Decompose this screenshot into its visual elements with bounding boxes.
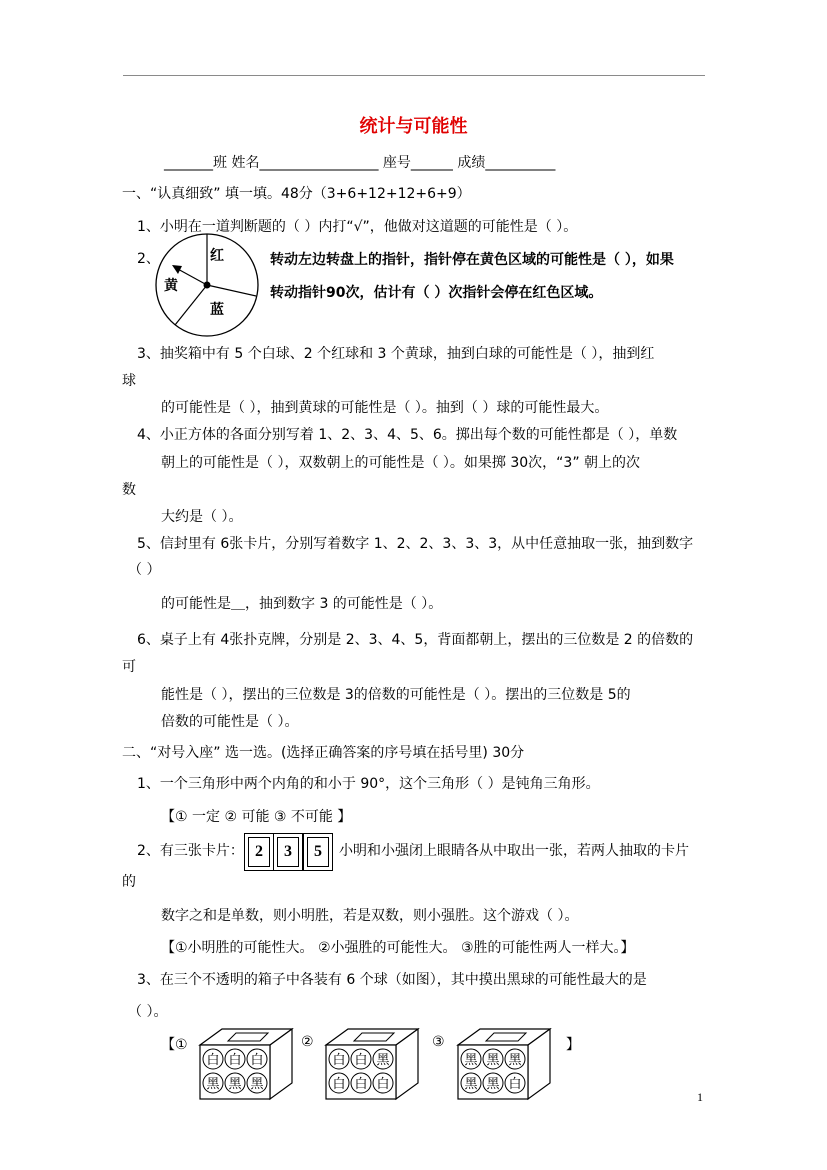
q1-5-line2: （ ） [128,562,161,578]
q2-3-line1: 3、在三个不透明的箱子中各装有 6 个球（如图），其中摸出黑球的可能性最大的是 [137,972,647,988]
box-1-ball-label: 白 [206,1053,220,1068]
q1-4-line3: 数 [122,482,136,498]
q1-6-line1: 6、桌子上有 4张扑克牌，分别是 2、3、4、5，背面都朝上，摆出的三位数是 2 的倍数的 [137,632,694,648]
number-card-2: 2 [248,837,270,867]
box-3-ball-label: 黑 [464,1053,478,1068]
q2-3-mark-3: ③ [432,1034,445,1050]
q1-5-line3: 的可能性是＿，抽到数字 3 的可能性是（ ）。 [161,596,443,612]
q2-2-options: 【①小明胜的可能性大。 ②小强胜的可能性大。 ③胜的可能性两人一样大。】 [161,940,635,956]
number-card-3: 3 [277,837,299,867]
q2-3-close-bracket: 】 [566,1037,580,1053]
q2-2-prefix: 2、有三张卡片： [137,843,244,859]
q2-1-line1: 1、一个三角形中两个内角的和小于 90°，这个三角形（ ）是钝角三角形。 [137,776,600,792]
q1-2-line1: 转动左边转盘上的指针，指针停在黄色区域的可能性是（ ），如果 [270,252,674,268]
q2-3-line2: （ ）。 [128,1004,168,1020]
spinner-label-yellow: 黄 [164,278,178,294]
q1-2-number: 2、 [137,251,160,267]
spinner-label-blue: 蓝 [210,302,224,318]
box-3-ball-label: 黑 [486,1053,500,1068]
q1-6-line3: 能性是（ ），摆出的三位数是 3的倍数的可能性是（ ）。摆出的三位数是 5的 [161,687,631,703]
q1-1: 1、小明在一道判断题的（ ）内打“√”，他做对这道题的可能性是（ ）。 [137,219,578,235]
spinner-pointer [176,268,207,285]
q2-3-mark-2: ② [301,1034,314,1050]
box-3-ball-label: 黑 [486,1077,500,1092]
q1-6-line4: 倍数的可能性是（ ）。 [161,714,299,730]
box-2-ball-label: 白 [332,1077,346,1092]
q1-4-line2: 朝上的可能性是（ ），双数朝上的可能性是（ ）。如果掷 30次，“3” 朝上的次 [161,455,641,471]
box-2-ball-label: 白 [376,1077,390,1092]
spinner-center-dot [204,282,211,289]
box-1-ball-label: 黑 [250,1077,264,1092]
q1-3-line1: 3、抽奖箱中有 5 个白球、2 个红球和 3 个黄球，抽到白球的可能性是（ ），抽到红 [137,346,655,362]
box-1-ball-label: 黑 [206,1077,220,1092]
q2-3-open-bracket: 【① [161,1037,188,1053]
box-3-ball-label: 黑 [508,1053,522,1068]
q1-3-line2: 球 [122,373,136,389]
page-number: 1 [697,1090,703,1104]
box-1-ball-label: 黑 [228,1077,242,1092]
spinner-figure [152,230,264,340]
q1-5-line1: 5、信封里有 6张卡片，分别写着数字 1、2、2、3、3、3，从中任意抽取一张，抽到数字 [137,536,694,552]
q2-1-options: 【① 一定 ② 可能 ③ 不可能 】 [161,809,352,825]
q2-2-line3: 数字之和是单数，则小明胜，若是双数，则小强胜。这个游戏（ ）。 [161,908,579,924]
box-2-ball-label: 黑 [376,1053,390,1068]
box-3-ball-label: 白 [508,1077,522,1092]
ball-boxes-figure [190,1025,560,1105]
q1-3-line3: 的可能性是（ ），抽到黄球的可能性是（ ）。抽到（ ）球的可能性最大。 [161,400,609,416]
box-2-ball-label: 白 [332,1053,346,1068]
section2-heading: 二、“对号入座” 选一选。(选择正确答案的序号填在括号里) 30分 [122,745,525,761]
q1-6-line2: 可 [122,659,136,675]
header-rule [123,75,705,76]
spinner-divider-left [175,285,207,325]
q1-4-line1: 4、小正方体的各面分别写着 1、2、3、4、5、6。掷出每个数的可能性都是（ ），单数 [137,427,678,443]
q1-4-line4: 大约是（ ）。 [161,509,243,525]
student-info-line: _______班 姓名_________________ 座号______ 成绩__________ [164,155,556,171]
spinner-pointer-arrow [172,265,182,274]
box-2-ball-label: 白 [354,1053,368,1068]
q2-2-line2: 的 [122,874,136,890]
q1-2-line2: 转动指针90次，估计有（ ）次指针会停在红色区域。 [270,285,603,301]
page-title: 统计与可能性 [359,116,468,137]
box-3-ball-label: 黑 [464,1077,478,1092]
q2-2-line1-rest: 小明和小强闭上眼睛各从中取出一张，若两人抽取的卡片 [339,843,689,859]
box-2-ball-label: 白 [354,1077,368,1092]
section1-heading: 一、“认真细致” 填一填。48分（3+6+12+12+6+9） [122,186,471,202]
box-1-ball-label: 白 [228,1053,242,1068]
box-1-ball-label: 白 [250,1053,264,1068]
spinner-divider-right [207,285,256,296]
number-card-5: 5 [307,837,329,867]
spinner-label-red: 红 [210,248,224,264]
